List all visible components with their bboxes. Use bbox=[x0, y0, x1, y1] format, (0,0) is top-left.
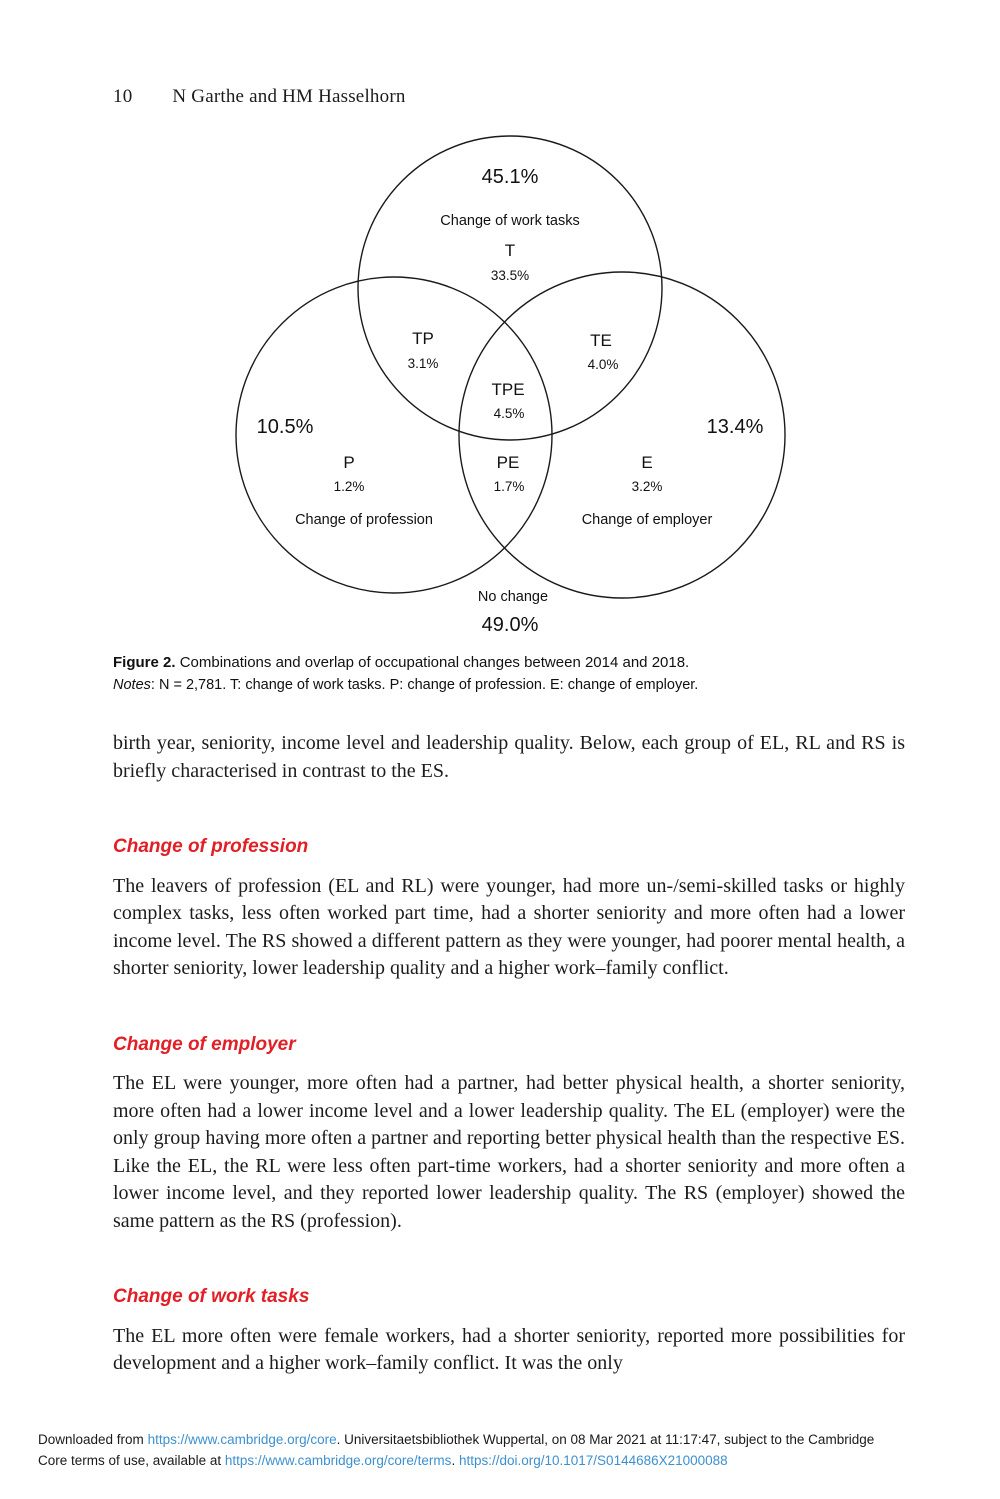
caption-line bbox=[113, 652, 905, 674]
e-value: 3.2% bbox=[631, 479, 663, 494]
e-region-label: Change of employer bbox=[581, 512, 713, 528]
t-total-value: 45.1% bbox=[481, 166, 539, 188]
section-paragraph-work-tasks: The EL more often were female workers, had a shorter seniority, reported more possibilities for development and a higher work–family conflict. It was the only bbox=[113, 1324, 905, 1374]
section-paragraph-profession: The leavers of profession (EL and RL) were younger, had more un-/semi-skilled tasks or highly complex tasks, less often worked part time, had a shorter seniority and more often had a lower income level. The RS showed a different pattern as they were younger, had poorer mental health, a shorter seniority, lower leadership quality and a higher work–family conflict. bbox=[113, 874, 905, 979]
running-head-title: N Garthe and HM Hasselhorn bbox=[172, 86, 406, 107]
footer-line-1 bbox=[38, 1429, 966, 1450]
tp-letter: TP bbox=[412, 329, 434, 348]
te-letter: TE bbox=[590, 331, 612, 350]
no-change-label: No change bbox=[477, 589, 549, 605]
pe-letter: PE bbox=[496, 453, 520, 472]
running-head bbox=[113, 86, 406, 108]
section-heading-employer: Change of employer bbox=[113, 1033, 296, 1055]
section-heading-profession: Change of profession bbox=[113, 836, 309, 857]
te-value: 4.0% bbox=[587, 357, 619, 372]
footer-text-downloaded-from: Downloaded from bbox=[38, 1432, 148, 1447]
caption-text: Combinations and overlap of occupational changes between 2014 and 2018. bbox=[179, 654, 690, 671]
footer-link-core-terms[interactable]: https://www.cambridge.org/core/terms bbox=[224, 1453, 452, 1468]
notes-line bbox=[113, 674, 905, 696]
p-letter: P bbox=[343, 453, 355, 472]
tp-value: 3.1% bbox=[407, 356, 439, 371]
footer-text-terms: Core terms of use, available at bbox=[38, 1453, 225, 1468]
figure-caption bbox=[113, 652, 905, 696]
t-region-label: Change of work tasks bbox=[440, 213, 580, 229]
e-letter: E bbox=[641, 453, 653, 472]
notes-text: : N = 2,781. T: change of work tasks. P: change of profession. E: change of employer. bbox=[150, 677, 699, 693]
intro-paragraph: birth year, seniority, income level and leadership quality. Below, each group of EL, RL and RS is briefly characterised in contrast to the ES. bbox=[113, 732, 905, 782]
body-text bbox=[113, 730, 905, 1378]
p-value: 1.2% bbox=[333, 479, 365, 494]
footer-line-2 bbox=[38, 1450, 966, 1471]
caption-label: Figure 2. bbox=[113, 654, 176, 671]
footer bbox=[38, 1429, 966, 1471]
p-total-value: 10.5% bbox=[256, 416, 314, 438]
footer-link-doi[interactable]: https://doi.org/10.1017/S0144686X21000088 bbox=[458, 1453, 728, 1468]
section-paragraph-employer: The EL were younger, more often had a partner, had better physical health, a shorter seniority, more often had a lower income level and a lower leadership quality. The EL (employer) were the only group having more often a partner and reporting better physical health than the respective ES. Like the EL, the RL were less often part-time workers, had a shorter seniority and more often a lower income level, and they reported lower leadership quality. The RS (employer) showed the same pattern as the RS (profession). bbox=[113, 1072, 905, 1232]
notes-label: Notes bbox=[113, 677, 151, 693]
footer-text-separator: . bbox=[451, 1453, 459, 1468]
figure-2-venn-diagram bbox=[222, 128, 802, 648]
t-letter: T bbox=[504, 241, 516, 260]
pe-value: 1.7% bbox=[493, 479, 525, 494]
tpe-letter: TPE bbox=[491, 380, 525, 399]
page-number: 10 bbox=[113, 86, 133, 107]
venn-svg bbox=[222, 128, 802, 643]
tpe-value: 4.5% bbox=[493, 406, 525, 421]
e-total-value: 13.4% bbox=[706, 416, 764, 438]
footer-text-access-details: . Universitaetsbibliothek Wuppertal, on 08 Mar 2021 at 11:17:47, subject to the Cambridge bbox=[336, 1432, 875, 1447]
p-region-label: Change of profession bbox=[295, 512, 433, 528]
footer-link-cambridge-core[interactable]: https://www.cambridge.org/core bbox=[147, 1432, 337, 1447]
section-heading-work-tasks: Change of work tasks bbox=[113, 1286, 310, 1307]
t-value: 33.5% bbox=[490, 268, 530, 283]
no-change-value: 49.0% bbox=[481, 614, 539, 636]
